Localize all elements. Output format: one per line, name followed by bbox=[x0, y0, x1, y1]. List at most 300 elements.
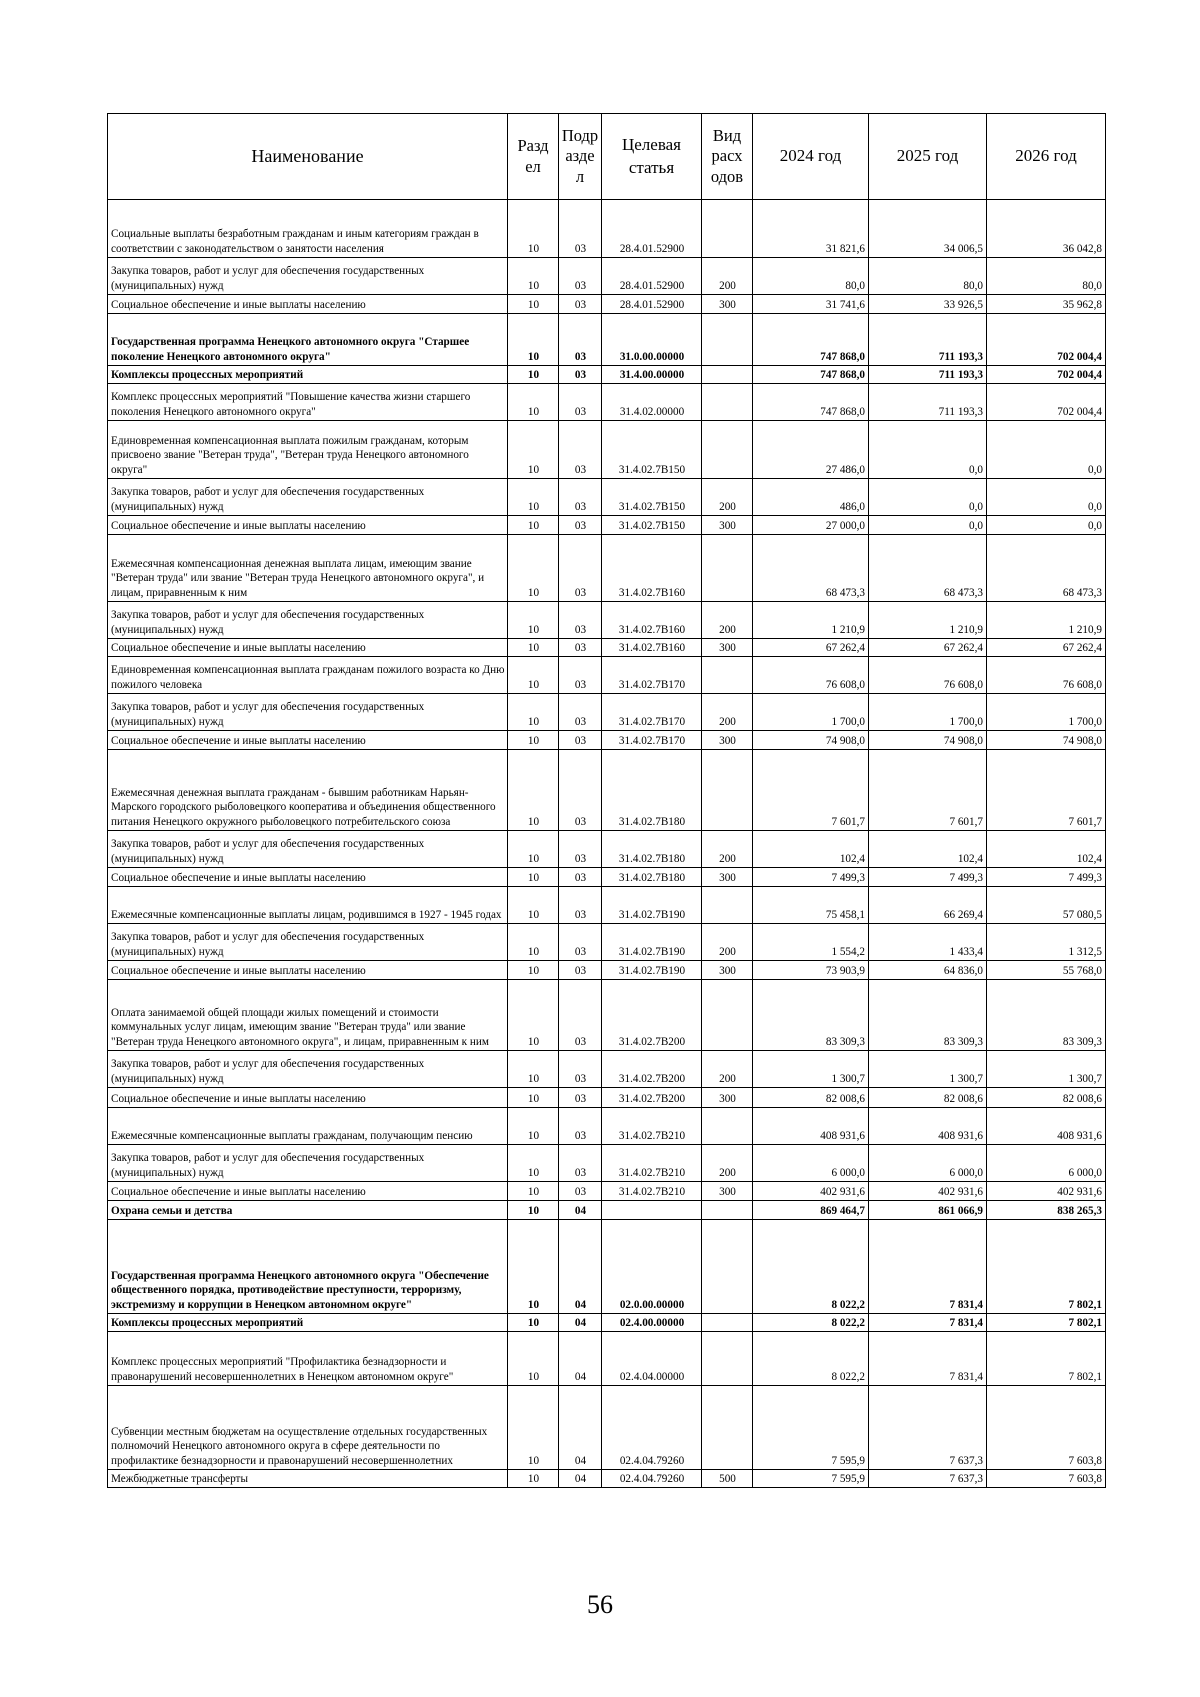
table-row bbox=[108, 314, 1106, 366]
cell-name: Закупка товаров, работ и услуг для обеспечения государственных (муниципальных) нужд bbox=[108, 258, 508, 295]
cell-section: 10 bbox=[508, 887, 559, 924]
table-row bbox=[108, 1051, 1106, 1088]
cell-2024: 27 000,0 bbox=[753, 516, 869, 535]
cell-2024: 7 595,9 bbox=[753, 1386, 869, 1470]
cell-target: 02.4.04.79260 bbox=[602, 1386, 702, 1470]
cell-target: 31.4.02.7В170 bbox=[602, 694, 702, 731]
cell-2024: 8 022,2 bbox=[753, 1220, 869, 1314]
cell-name: Субвенции местным бюджетам на осуществление отдельных государственных полномочий Ненецкого автономного округа в сфере деятельности по профилактике безнадзорности и правонарушений несовершеннолетних bbox=[108, 1386, 508, 1470]
table-row bbox=[108, 887, 1106, 924]
table-row bbox=[108, 1088, 1106, 1108]
cell-subsection: 03 bbox=[559, 961, 602, 980]
cell-2024: 67 262,4 bbox=[753, 639, 869, 657]
cell-2026: 80,0 bbox=[987, 258, 1106, 295]
cell-2025: 33 926,5 bbox=[869, 295, 987, 314]
cell-2025: 64 836,0 bbox=[869, 961, 987, 980]
cell-2026: 35 962,8 bbox=[987, 295, 1106, 314]
table-row bbox=[108, 1386, 1106, 1470]
cell-target: 02.4.00.00000 bbox=[602, 1314, 702, 1332]
cell-section: 10 bbox=[508, 1201, 559, 1220]
cell-expense-type bbox=[702, 535, 753, 602]
cell-2025: 861 066,9 bbox=[869, 1201, 987, 1220]
cell-section: 10 bbox=[508, 1470, 559, 1488]
cell-section: 10 bbox=[508, 831, 559, 868]
cell-expense-type bbox=[702, 887, 753, 924]
cell-2025: 102,4 bbox=[869, 831, 987, 868]
cell-section: 10 bbox=[508, 731, 559, 750]
cell-section: 10 bbox=[508, 1220, 559, 1314]
cell-target: 31.4.02.7В150 bbox=[602, 421, 702, 479]
cell-2024: 402 931,6 bbox=[753, 1182, 869, 1201]
cell-2025: 711 193,3 bbox=[869, 384, 987, 421]
cell-2025: 67 262,4 bbox=[869, 639, 987, 657]
cell-2026: 82 008,6 bbox=[987, 1088, 1106, 1108]
cell-2024: 73 903,9 bbox=[753, 961, 869, 980]
cell-section: 10 bbox=[508, 258, 559, 295]
cell-subsection: 03 bbox=[559, 602, 602, 639]
cell-name: Государственная программа Ненецкого автономного округа "Старшее поколение Ненецкого автономного округа" bbox=[108, 314, 508, 366]
cell-target: 31.4.02.7В160 bbox=[602, 639, 702, 657]
cell-section: 10 bbox=[508, 602, 559, 639]
cell-name: Закупка товаров, работ и услуг для обеспечения государственных (муниципальных) нужд bbox=[108, 1145, 508, 1182]
cell-2025: 83 309,3 bbox=[869, 980, 987, 1051]
cell-2025: 7 637,3 bbox=[869, 1470, 987, 1488]
cell-name: Комплекс процессных мероприятий "Повышение качества жизни старшего поколения Ненецкого автономного округа" bbox=[108, 384, 508, 421]
header-2026: 2026 год bbox=[987, 114, 1106, 200]
cell-section: 10 bbox=[508, 295, 559, 314]
cell-subsection: 03 bbox=[559, 200, 602, 258]
cell-section: 10 bbox=[508, 516, 559, 535]
cell-subsection: 03 bbox=[559, 657, 602, 694]
cell-expense-type bbox=[702, 384, 753, 421]
cell-subsection: 03 bbox=[559, 750, 602, 831]
cell-2026: 1 700,0 bbox=[987, 694, 1106, 731]
cell-subsection: 03 bbox=[559, 421, 602, 479]
cell-section: 10 bbox=[508, 1051, 559, 1088]
header-2024: 2024 год bbox=[753, 114, 869, 200]
cell-2026: 1 210,9 bbox=[987, 602, 1106, 639]
cell-2024: 75 458,1 bbox=[753, 887, 869, 924]
cell-2025: 7 637,3 bbox=[869, 1386, 987, 1470]
cell-2024: 747 868,0 bbox=[753, 366, 869, 384]
cell-2026: 7 802,1 bbox=[987, 1332, 1106, 1386]
cell-2024: 8 022,2 bbox=[753, 1332, 869, 1386]
cell-subsection: 03 bbox=[559, 535, 602, 602]
cell-name: Комплексы процессных мероприятий bbox=[108, 366, 508, 384]
table-row bbox=[108, 924, 1106, 961]
cell-2024: 1 700,0 bbox=[753, 694, 869, 731]
cell-2026: 702 004,4 bbox=[987, 314, 1106, 366]
table-row bbox=[108, 516, 1106, 535]
cell-2025: 66 269,4 bbox=[869, 887, 987, 924]
cell-name: Закупка товаров, работ и услуг для обеспечения государственных (муниципальных) нужд bbox=[108, 602, 508, 639]
cell-name: Закупка товаров, работ и услуг для обеспечения государственных (муниципальных) нужд bbox=[108, 1051, 508, 1088]
table-row bbox=[108, 1314, 1106, 1332]
cell-2025: 6 000,0 bbox=[869, 1145, 987, 1182]
cell-section: 10 bbox=[508, 366, 559, 384]
cell-name: Государственная программа Ненецкого автономного округа "Обеспечение общественного порядка, противодействие преступности, терроризму, экстремизму и коррупции в Ненецком автономном округе" bbox=[108, 1220, 508, 1314]
cell-section: 10 bbox=[508, 1386, 559, 1470]
cell-2024: 83 309,3 bbox=[753, 980, 869, 1051]
cell-name: Социальное обеспечение и иные выплаты населению bbox=[108, 639, 508, 657]
cell-target: 31.4.02.7В210 bbox=[602, 1108, 702, 1145]
cell-2025: 1 300,7 bbox=[869, 1051, 987, 1088]
cell-target: 28.4.01.52900 bbox=[602, 295, 702, 314]
cell-2026: 1 312,5 bbox=[987, 924, 1106, 961]
cell-subsection: 03 bbox=[559, 384, 602, 421]
cell-section: 10 bbox=[508, 639, 559, 657]
cell-target: 31.4.02.7В160 bbox=[602, 602, 702, 639]
cell-2024: 1 300,7 bbox=[753, 1051, 869, 1088]
cell-target: 31.4.02.00000 bbox=[602, 384, 702, 421]
cell-2026: 702 004,4 bbox=[987, 384, 1106, 421]
cell-section: 10 bbox=[508, 924, 559, 961]
cell-2025: 82 008,6 bbox=[869, 1088, 987, 1108]
cell-target: 31.4.02.7В150 bbox=[602, 516, 702, 535]
cell-target: 31.4.02.7В180 bbox=[602, 750, 702, 831]
cell-name: Социальное обеспечение и иные выплаты населению bbox=[108, 868, 508, 887]
cell-expense-type: 300 bbox=[702, 868, 753, 887]
cell-section: 10 bbox=[508, 657, 559, 694]
cell-2024: 27 486,0 bbox=[753, 421, 869, 479]
cell-section: 10 bbox=[508, 694, 559, 731]
cell-2025: 0,0 bbox=[869, 421, 987, 479]
cell-expense-type: 200 bbox=[702, 479, 753, 516]
cell-expense-type bbox=[702, 1386, 753, 1470]
cell-name: Оплата занимаемой общей площади жилых помещений и стоимости коммунальных услуг лицам, имеющим звание "Ветеран труда" или звание "Ветеран труда Ненецкого автономного округа", и лицам, приравненным к ним bbox=[108, 980, 508, 1051]
table-header-row bbox=[108, 114, 1106, 200]
cell-subsection: 03 bbox=[559, 1088, 602, 1108]
cell-section: 10 bbox=[508, 868, 559, 887]
cell-target: 31.4.02.7В150 bbox=[602, 479, 702, 516]
cell-name: Социальное обеспечение и иные выплаты населению bbox=[108, 516, 508, 535]
cell-2024: 486,0 bbox=[753, 479, 869, 516]
table-row bbox=[108, 731, 1106, 750]
cell-target: 31.4.02.7В160 bbox=[602, 535, 702, 602]
table-row bbox=[108, 657, 1106, 694]
cell-2024: 68 473,3 bbox=[753, 535, 869, 602]
table-row bbox=[108, 1201, 1106, 1220]
cell-expense-type: 300 bbox=[702, 1182, 753, 1201]
cell-subsection: 03 bbox=[559, 924, 602, 961]
cell-2026: 7 802,1 bbox=[987, 1314, 1106, 1332]
cell-name: Социальное обеспечение и иные выплаты населению bbox=[108, 1182, 508, 1201]
cell-subsection: 04 bbox=[559, 1220, 602, 1314]
cell-section: 10 bbox=[508, 1314, 559, 1332]
table-row bbox=[108, 295, 1106, 314]
table-row bbox=[108, 980, 1106, 1051]
cell-subsection: 03 bbox=[559, 1108, 602, 1145]
cell-expense-type bbox=[702, 750, 753, 831]
budget-table bbox=[107, 113, 1106, 1488]
header-target: Целевая статья bbox=[602, 114, 702, 200]
table-row bbox=[108, 366, 1106, 384]
table-row bbox=[108, 1220, 1106, 1314]
cell-section: 10 bbox=[508, 200, 559, 258]
cell-target: 02.4.04.00000 bbox=[602, 1332, 702, 1386]
cell-name: Межбюджетные трансферты bbox=[108, 1470, 508, 1488]
cell-subsection: 03 bbox=[559, 887, 602, 924]
cell-expense-type: 300 bbox=[702, 295, 753, 314]
cell-subsection: 03 bbox=[559, 831, 602, 868]
cell-expense-type bbox=[702, 314, 753, 366]
cell-2026: 102,4 bbox=[987, 831, 1106, 868]
cell-2024: 869 464,7 bbox=[753, 1201, 869, 1220]
cell-section: 10 bbox=[508, 1182, 559, 1201]
cell-name: Ежемесячные компенсационные выплаты гражданам, получающим пенсию bbox=[108, 1108, 508, 1145]
cell-2026: 402 931,6 bbox=[987, 1182, 1106, 1201]
cell-2026: 68 473,3 bbox=[987, 535, 1106, 602]
table-row bbox=[108, 200, 1106, 258]
cell-2026: 36 042,8 bbox=[987, 200, 1106, 258]
cell-section: 10 bbox=[508, 980, 559, 1051]
cell-2024: 7 595,9 bbox=[753, 1470, 869, 1488]
cell-expense-type bbox=[702, 200, 753, 258]
cell-expense-type bbox=[702, 1220, 753, 1314]
cell-name: Комплексы процессных мероприятий bbox=[108, 1314, 508, 1332]
cell-subsection: 03 bbox=[559, 1051, 602, 1088]
cell-expense-type: 300 bbox=[702, 639, 753, 657]
cell-subsection: 03 bbox=[559, 516, 602, 535]
cell-subsection: 04 bbox=[559, 1332, 602, 1386]
cell-expense-type bbox=[702, 1314, 753, 1332]
cell-2025: 711 193,3 bbox=[869, 314, 987, 366]
cell-2024: 1 554,2 bbox=[753, 924, 869, 961]
cell-2026: 7 603,8 bbox=[987, 1470, 1106, 1488]
cell-name: Социальные выплаты безработным гражданам и иным категориям граждан в соответствии с законодательством о занятости населения bbox=[108, 200, 508, 258]
table-row bbox=[108, 1108, 1106, 1145]
cell-2026: 408 931,6 bbox=[987, 1108, 1106, 1145]
cell-section: 10 bbox=[508, 314, 559, 366]
table-row bbox=[108, 961, 1106, 980]
cell-target: 02.4.04.79260 bbox=[602, 1470, 702, 1488]
cell-2024: 6 000,0 bbox=[753, 1145, 869, 1182]
table-row bbox=[108, 750, 1106, 831]
cell-2026: 7 601,7 bbox=[987, 750, 1106, 831]
cell-expense-type: 200 bbox=[702, 831, 753, 868]
cell-2024: 7 601,7 bbox=[753, 750, 869, 831]
cell-2026: 55 768,0 bbox=[987, 961, 1106, 980]
cell-name: Единовременная компенсационная выплата гражданам пожилого возраста ко Дню пожилого человека bbox=[108, 657, 508, 694]
cell-2025: 80,0 bbox=[869, 258, 987, 295]
cell-name: Закупка товаров, работ и услуг для обеспечения государственных (муниципальных) нужд bbox=[108, 479, 508, 516]
cell-name: Ежемесячная компенсационная денежная выплата лицам, имеющим звание "Ветеран труда" или звание "Ветеран труда Ненецкого автономного округа", и лицам, приравненным к ним bbox=[108, 535, 508, 602]
cell-subsection: 03 bbox=[559, 980, 602, 1051]
cell-subsection: 03 bbox=[559, 295, 602, 314]
cell-target: 02.0.00.00000 bbox=[602, 1220, 702, 1314]
cell-expense-type bbox=[702, 366, 753, 384]
cell-name: Закупка товаров, работ и услуг для обеспечения государственных (муниципальных) нужд bbox=[108, 831, 508, 868]
table-row bbox=[108, 421, 1106, 479]
cell-target: 28.4.01.52900 bbox=[602, 200, 702, 258]
cell-2025: 7 499,3 bbox=[869, 868, 987, 887]
cell-subsection: 03 bbox=[559, 868, 602, 887]
cell-2026: 1 300,7 bbox=[987, 1051, 1106, 1088]
cell-2024: 408 931,6 bbox=[753, 1108, 869, 1145]
cell-expense-type: 200 bbox=[702, 924, 753, 961]
cell-name: Закупка товаров, работ и услуг для обеспечения государственных (муниципальных) нужд bbox=[108, 694, 508, 731]
cell-section: 10 bbox=[508, 961, 559, 980]
cell-section: 10 bbox=[508, 1145, 559, 1182]
header-2025: 2025 год bbox=[869, 114, 987, 200]
cell-target: 31.4.00.00000 bbox=[602, 366, 702, 384]
table-row bbox=[108, 258, 1106, 295]
table-body bbox=[108, 200, 1106, 1488]
cell-subsection: 03 bbox=[559, 366, 602, 384]
cell-name: Комплекс процессных мероприятий "Профилактика безнадзорности и правонарушений несовершеннолетних в Ненецком автономном округе" bbox=[108, 1332, 508, 1386]
cell-subsection: 03 bbox=[559, 1145, 602, 1182]
cell-2024: 82 008,6 bbox=[753, 1088, 869, 1108]
cell-2024: 7 499,3 bbox=[753, 868, 869, 887]
cell-2024: 31 821,6 bbox=[753, 200, 869, 258]
cell-2025: 7 831,4 bbox=[869, 1220, 987, 1314]
cell-subsection: 03 bbox=[559, 479, 602, 516]
cell-2025: 402 931,6 bbox=[869, 1182, 987, 1201]
cell-expense-type bbox=[702, 1332, 753, 1386]
cell-subsection: 04 bbox=[559, 1314, 602, 1332]
cell-subsection: 03 bbox=[559, 731, 602, 750]
cell-target: 31.4.02.7В190 bbox=[602, 961, 702, 980]
cell-2025: 7 831,4 bbox=[869, 1314, 987, 1332]
cell-2024: 74 908,0 bbox=[753, 731, 869, 750]
cell-expense-type: 200 bbox=[702, 694, 753, 731]
cell-2025: 408 931,6 bbox=[869, 1108, 987, 1145]
cell-target: 28.4.01.52900 bbox=[602, 258, 702, 295]
page-number: 56 bbox=[587, 1590, 613, 1619]
cell-expense-type bbox=[702, 1108, 753, 1145]
cell-target: 31.4.02.7В190 bbox=[602, 887, 702, 924]
cell-2025: 711 193,3 bbox=[869, 366, 987, 384]
cell-target: 31.4.02.7В170 bbox=[602, 731, 702, 750]
cell-name: Закупка товаров, работ и услуг для обеспечения государственных (муниципальных) нужд bbox=[108, 924, 508, 961]
cell-2025: 34 006,5 bbox=[869, 200, 987, 258]
cell-2024: 747 868,0 bbox=[753, 384, 869, 421]
cell-2025: 7 831,4 bbox=[869, 1332, 987, 1386]
cell-subsection: 04 bbox=[559, 1386, 602, 1470]
cell-expense-type bbox=[702, 657, 753, 694]
cell-subsection: 03 bbox=[559, 694, 602, 731]
table-row bbox=[108, 1145, 1106, 1182]
header-subsection: Подр азде л bbox=[559, 114, 602, 200]
cell-expense-type: 300 bbox=[702, 1088, 753, 1108]
table-row bbox=[108, 1470, 1106, 1488]
cell-section: 10 bbox=[508, 750, 559, 831]
cell-2026: 702 004,4 bbox=[987, 366, 1106, 384]
cell-2025: 76 608,0 bbox=[869, 657, 987, 694]
header-name: Наименование bbox=[108, 114, 508, 200]
cell-name: Социальное обеспечение и иные выплаты населению bbox=[108, 961, 508, 980]
cell-target: 31.4.02.7В210 bbox=[602, 1145, 702, 1182]
cell-name: Ежемесячная денежная выплата гражданам - бывшим работникам Нарьян-Марского городского рыболовецкого кооператива и объединения общественного питания Ненецкого окружного рыболовецкого потребительского союза bbox=[108, 750, 508, 831]
cell-2024: 747 868,0 bbox=[753, 314, 869, 366]
cell-2026: 838 265,3 bbox=[987, 1201, 1106, 1220]
cell-subsection: 03 bbox=[559, 1182, 602, 1201]
cell-2025: 1 700,0 bbox=[869, 694, 987, 731]
cell-target: 31.4.02.7В190 bbox=[602, 924, 702, 961]
cell-2026: 74 908,0 bbox=[987, 731, 1106, 750]
cell-2025: 74 908,0 bbox=[869, 731, 987, 750]
cell-subsection: 03 bbox=[559, 639, 602, 657]
cell-2024: 102,4 bbox=[753, 831, 869, 868]
cell-subsection: 03 bbox=[559, 314, 602, 366]
cell-2026: 7 603,8 bbox=[987, 1386, 1106, 1470]
cell-section: 10 bbox=[508, 535, 559, 602]
table-row bbox=[108, 602, 1106, 639]
cell-2025: 1 210,9 bbox=[869, 602, 987, 639]
header-expense-type: Вид расх одов bbox=[702, 114, 753, 200]
cell-section: 10 bbox=[508, 1088, 559, 1108]
cell-target: 31.4.02.7В180 bbox=[602, 831, 702, 868]
cell-2025: 7 601,7 bbox=[869, 750, 987, 831]
cell-target: 31.4.02.7В210 bbox=[602, 1182, 702, 1201]
cell-2026: 0,0 bbox=[987, 516, 1106, 535]
cell-2025: 68 473,3 bbox=[869, 535, 987, 602]
cell-2026: 6 000,0 bbox=[987, 1145, 1106, 1182]
cell-2026: 57 080,5 bbox=[987, 887, 1106, 924]
cell-target: 31.0.00.00000 bbox=[602, 314, 702, 366]
cell-subsection: 03 bbox=[559, 258, 602, 295]
cell-expense-type: 300 bbox=[702, 516, 753, 535]
cell-2025: 1 433,4 bbox=[869, 924, 987, 961]
table-row bbox=[108, 1332, 1106, 1386]
cell-2026: 7 499,3 bbox=[987, 868, 1106, 887]
cell-target: 31.4.02.7В200 bbox=[602, 1051, 702, 1088]
cell-name: Социальное обеспечение и иные выплаты населению bbox=[108, 295, 508, 314]
cell-name: Единовременная компенсационная выплата пожилым гражданам, которым присвоено звание "Ветеран труда", "Ветеран труда Ненецкого автономного округа" bbox=[108, 421, 508, 479]
cell-2026: 7 802,1 bbox=[987, 1220, 1106, 1314]
cell-2024: 8 022,2 bbox=[753, 1314, 869, 1332]
table-row bbox=[108, 535, 1106, 602]
cell-name: Ежемесячные компенсационные выплаты лицам, родившимся в 1927 - 1945 годах bbox=[108, 887, 508, 924]
table-row bbox=[108, 479, 1106, 516]
cell-2024: 80,0 bbox=[753, 258, 869, 295]
table-row bbox=[108, 831, 1106, 868]
cell-expense-type: 300 bbox=[702, 731, 753, 750]
cell-2025: 0,0 bbox=[869, 516, 987, 535]
cell-2026: 67 262,4 bbox=[987, 639, 1106, 657]
cell-2024: 31 741,6 bbox=[753, 295, 869, 314]
cell-section: 10 bbox=[508, 421, 559, 479]
cell-name: Охрана семьи и детства bbox=[108, 1201, 508, 1220]
cell-section: 10 bbox=[508, 479, 559, 516]
cell-expense-type bbox=[702, 1201, 753, 1220]
cell-section: 10 bbox=[508, 1332, 559, 1386]
table-row bbox=[108, 384, 1106, 421]
cell-target: 31.4.02.7В170 bbox=[602, 657, 702, 694]
cell-target: 31.4.02.7В200 bbox=[602, 1088, 702, 1108]
cell-expense-type: 200 bbox=[702, 1051, 753, 1088]
cell-expense-type: 200 bbox=[702, 1145, 753, 1182]
cell-section: 10 bbox=[508, 1108, 559, 1145]
cell-section: 10 bbox=[508, 384, 559, 421]
cell-name: Социальное обеспечение и иные выплаты населению bbox=[108, 1088, 508, 1108]
cell-2026: 0,0 bbox=[987, 421, 1106, 479]
table-row bbox=[108, 694, 1106, 731]
cell-2025: 0,0 bbox=[869, 479, 987, 516]
cell-expense-type: 200 bbox=[702, 602, 753, 639]
table-row bbox=[108, 868, 1106, 887]
cell-expense-type bbox=[702, 980, 753, 1051]
cell-expense-type: 200 bbox=[702, 258, 753, 295]
cell-name: Социальное обеспечение и иные выплаты населению bbox=[108, 731, 508, 750]
table-row bbox=[108, 1182, 1106, 1201]
cell-expense-type: 300 bbox=[702, 961, 753, 980]
cell-target: 31.4.02.7В200 bbox=[602, 980, 702, 1051]
cell-expense-type bbox=[702, 421, 753, 479]
cell-2026: 83 309,3 bbox=[987, 980, 1106, 1051]
cell-target: 31.4.02.7В180 bbox=[602, 868, 702, 887]
cell-subsection: 04 bbox=[559, 1470, 602, 1488]
